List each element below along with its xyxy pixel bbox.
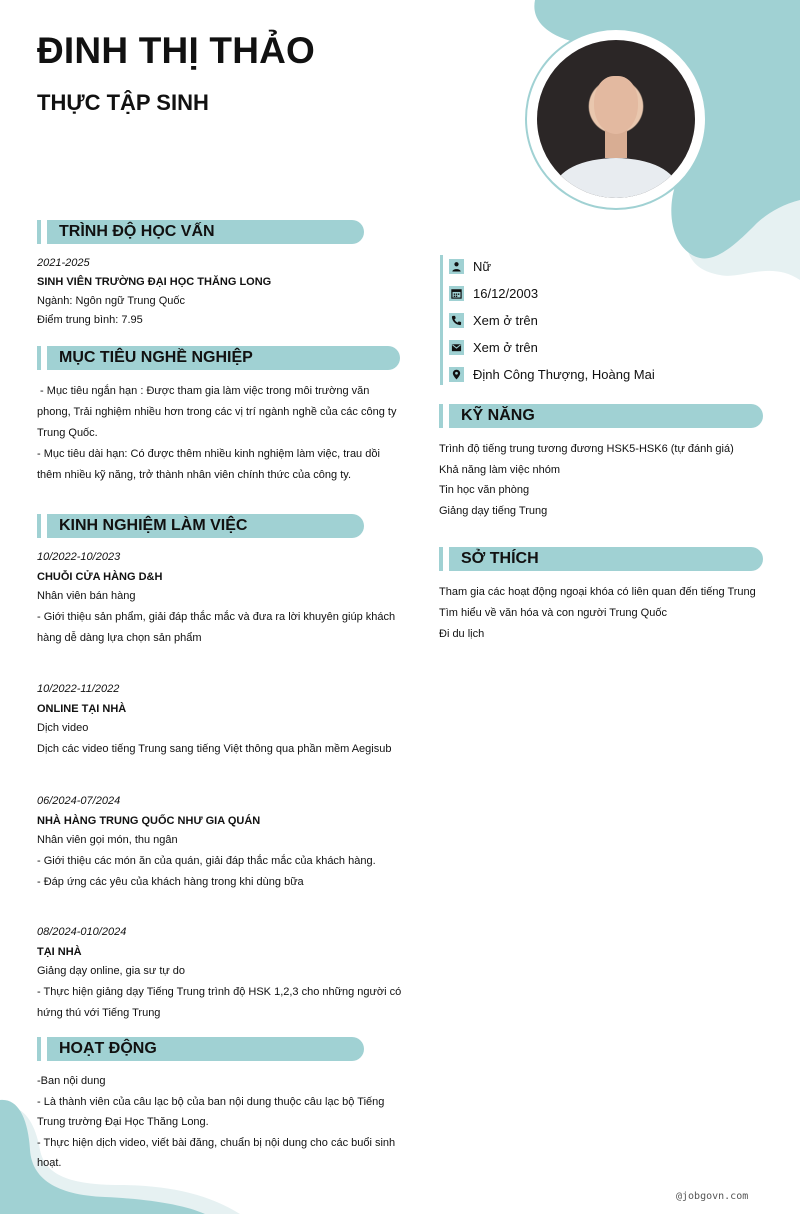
section-education-title: TRÌNH ĐỘ HỌC VẤN <box>59 223 215 240</box>
objective-line: thêm nhiều kỹ năng, trở thành nhân viên chính thức của công ty. <box>37 469 352 481</box>
info-gender-text: Nữ <box>473 258 492 274</box>
info-phone-text: Xem ở trên <box>473 312 538 328</box>
education-period: 2021-2025 <box>37 257 90 269</box>
calendar-icon <box>449 286 464 301</box>
experience-detail: - Đáp ứng các yêu của khách hàng trong khi dùng bữa <box>37 875 304 888</box>
info-accent-bar <box>440 255 443 385</box>
activity-line: hoạt. <box>37 1157 62 1169</box>
experience-item <box>37 548 407 649</box>
info-birthdate-text: 16/12/2003 <box>473 285 539 301</box>
objective-block <box>37 381 407 486</box>
experience-role: Nhân viên gọi món, thu ngân <box>37 834 178 846</box>
skill-item: Giảng dạy tiếng Trung <box>439 505 548 518</box>
experience-detail: - Giới thiệu sản phẩm, giải đáp thắc mắc và đưa ra lời khuyên giúp khách <box>37 610 396 623</box>
phone-icon <box>449 313 464 328</box>
activities-block <box>37 1071 407 1174</box>
skills-list <box>439 439 779 522</box>
location-icon <box>449 367 464 382</box>
education-gpa: Điểm trung bình: 7.95 <box>37 314 143 326</box>
experience-item <box>37 792 407 893</box>
experience-detail: hàng dễ dàng lựa chọn sản phẩm <box>37 631 202 644</box>
skill-item: Tin học văn phòng <box>439 484 530 497</box>
experience-period: 06/2024-07/2024 <box>37 795 121 807</box>
section-hobbies-title: SỞ THÍCH <box>461 550 539 567</box>
education-school: SINH VIÊN TRƯỜNG ĐẠI HỌC THĂNG LONG <box>37 276 272 288</box>
section-hobbies-header <box>439 547 763 571</box>
experience-detail: hứng thú với Tiếng Trung <box>37 1006 161 1019</box>
section-objective-title: MỤC TIÊU NGHỀ NGHIỆP <box>59 349 253 366</box>
section-experience-header <box>37 514 364 538</box>
info-birthdate <box>449 283 538 303</box>
hobby-item: Đi du lịch <box>439 628 485 640</box>
mail-icon <box>449 340 464 355</box>
info-address-text: Định Công Thượng, Hoàng Mai <box>473 366 655 382</box>
watermark-text: @jobgovn.com <box>676 1191 749 1202</box>
info-email <box>449 337 538 357</box>
experience-company: ONLINE TẠI NHÀ <box>37 702 127 715</box>
education-block <box>37 254 407 330</box>
experience-company: TẠI NHÀ <box>37 945 82 958</box>
person-icon <box>449 259 464 274</box>
experience-period: 10/2022-11/2022 <box>37 683 120 695</box>
experience-detail: Dịch các video tiếng Trung sang tiếng Việt thông qua phần mềm Aegisub <box>37 742 392 755</box>
hobbies-list <box>439 582 779 645</box>
experience-period: 08/2024-010/2024 <box>37 926 127 938</box>
section-activities-header <box>37 1037 364 1061</box>
activity-line: - Thực hiện dịch video, viết bài đăng, chuẩn bị nội dung cho các buổi sinh <box>37 1136 396 1149</box>
experience-role: Nhân viên bán hàng <box>37 590 136 602</box>
info-phone <box>449 310 538 330</box>
experience-company: CHUỖI CỬA HÀNG D&H <box>37 570 163 583</box>
experience-role: Dịch video <box>37 722 89 734</box>
info-gender <box>449 256 491 276</box>
section-education-header <box>37 220 364 244</box>
skill-item: Trình độ tiếng trung tương đương HSK5-HSK6 (tự đánh giá) <box>439 443 734 455</box>
objective-line: Trung Quốc. <box>37 427 98 439</box>
activity-line: -Ban nội dung <box>37 1075 106 1087</box>
section-experience-title: KINH NGHIỆM LÀM VIỆC <box>59 517 248 534</box>
objective-line: - Mục tiêu dài hạn: Có được thêm nhiều kinh nghiệm làm việc, trau dồi <box>37 448 380 460</box>
experience-company: NHÀ HÀNG TRUNG QUỐC NHƯ GIA QUÁN <box>37 814 261 827</box>
experience-item <box>37 680 407 760</box>
objective-line: phong, Trải nghiệm nhiều hơn trong các vị trí ngành nghề của các công ty <box>37 406 397 418</box>
activity-line: - Là thành viên của câu lạc bộ của ban nội dung thuộc câu lạc bộ Tiếng <box>37 1095 385 1108</box>
info-address <box>449 364 655 384</box>
objective-line: - Mục tiêu ngắn hạn : Được tham gia làm việc trong môi trường văn <box>37 385 370 397</box>
hobby-item: Tìm hiểu về văn hóa và con người Trung Quốc <box>439 607 667 619</box>
section-activities-title: HOẠT ĐỘNG <box>59 1040 157 1057</box>
profile-photo <box>527 30 705 208</box>
education-major: Ngành: Ngôn ngữ Trung Quốc <box>37 295 186 307</box>
section-objective-header <box>37 346 400 370</box>
section-skills-title: KỸ NĂNG <box>461 407 535 424</box>
candidate-name: ĐINH THỊ THẢO <box>37 30 316 71</box>
experience-role: Giảng dạy online, gia sư tự do <box>37 965 186 977</box>
experience-detail: - Thực hiện giảng dạy Tiếng Trung trình độ HSK 1,2,3 cho những người có <box>37 985 402 998</box>
activity-line: Trung trường Đại Học Thăng Long. <box>37 1116 209 1128</box>
experience-period: 10/2022-10/2023 <box>37 551 121 563</box>
skill-item: Khả năng làm việc nhóm <box>439 463 561 476</box>
section-skills-header <box>439 404 763 428</box>
hobby-item: Tham gia các hoạt động ngoại khóa có liên quan đến tiếng Trung <box>439 586 756 598</box>
info-email-text: Xem ở trên <box>473 339 538 355</box>
job-title: THỰC TẬP SINH <box>37 90 209 115</box>
experience-item <box>37 923 407 1024</box>
avatar <box>537 40 695 198</box>
experience-detail: - Giới thiệu các món ăn của quán, giải đáp thắc mắc của khách hàng. <box>37 854 376 867</box>
